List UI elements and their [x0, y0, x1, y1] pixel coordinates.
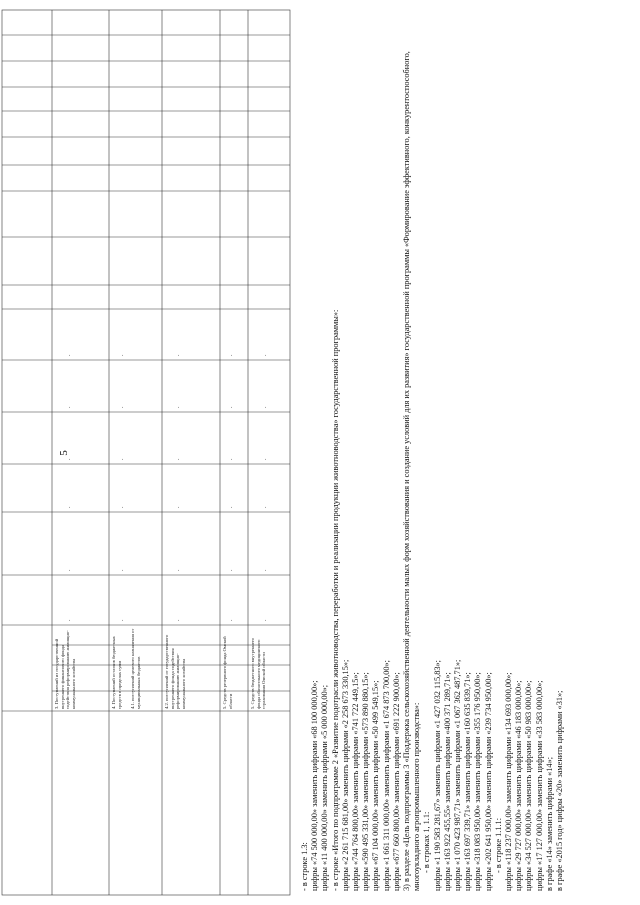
text-line: 3) в разделе «Цель подпрограммы 3 «Поддержка сельскохозяйственной деятельности малых форм хозяйствования и создание условий для их развития» государственной программы «Формирование эффективного, конкурентоспособного, многоукладного агропромышленного производства»:	[402, 51, 422, 891]
table-cell-dot: .	[228, 619, 234, 621]
text-line: цифры «202 641 950,00» заменить цифрами «239 734 950,00»;	[483, 672, 493, 891]
table-cell-dot: .	[119, 506, 125, 508]
table-cell-dot: .	[119, 458, 125, 460]
text-line: цифры «29 727 000,00» заменить цифрами «46 183 000,00»;	[514, 680, 524, 891]
table-cell-dot: .	[228, 458, 234, 460]
table-row-label: 3. Поступлений из государственной внутреннего финансового фонда содействия реформированию жилищно-коммунального хозяйства	[54, 630, 76, 709]
table-cell-dot: .	[66, 458, 72, 460]
text-line: - в строке 1.3:	[300, 842, 309, 891]
text-line: цифры «74 500 000,00» заменить цифрами «68 100 000,00»;	[310, 680, 320, 891]
table-cell-dot: .	[228, 406, 234, 408]
table-row-label: 5. Средств бюджетного внутреннего фонда обязательного медицинского страхования Омской области	[250, 638, 267, 709]
amendment-text	[300, 11, 565, 891]
table-cell-dot: .	[262, 354, 268, 356]
table-cell-dot: .	[66, 406, 72, 408]
text-line: цифры «1 661 311 000,00» заменить цифрами «1 674 873 700,00»;	[381, 660, 391, 891]
text-line: цифры «11 400 000,00» заменить цифрами «5 000 000,00»;	[320, 684, 330, 891]
table-row-label: 4. Поступлений остатков бюджетных средств в пределах сумм	[111, 636, 122, 709]
text-line: цифры «163 697 339,71» заменить цифрами «160 635 839,71»;	[463, 672, 473, 891]
table-cell-dot: .	[228, 506, 234, 508]
table-row-label: 4.2. поступлений от государственного внутреннего фонда содействия реформированию жилищно-коммунального хозяйства	[164, 634, 186, 709]
table-cell-dot: .	[262, 619, 268, 621]
text-line: цифры «67 104 000,00» заменить цифрами «50 499 549,15»;	[371, 680, 381, 891]
table-cell-dot: .	[228, 569, 234, 571]
table-cell-dot: .	[228, 354, 234, 356]
table-cell-dot: .	[119, 406, 125, 408]
table-cell-dot: .	[119, 569, 125, 571]
text-line: - в строке 1.1.1:	[493, 817, 503, 873]
table-cell-dot: .	[262, 506, 268, 508]
text-line: цифры «744 764 800,00» заменить цифрами «741 722 449,15»;	[351, 672, 361, 891]
text-line: цифры «17 127 000,00» заменить цифрами «33 583 000,00»;	[534, 680, 544, 891]
table-cell-dot: .	[119, 354, 125, 356]
text-line: цифры «1 070 423 987,71» заменить цифрами «1 067 362 487,71»;	[453, 659, 463, 891]
text-line: цифры «590 495 331,00» заменить цифрами «573 890 880,15»;	[361, 672, 371, 891]
table-cell-dot: .	[175, 354, 181, 356]
page-number: 5	[58, 450, 70, 456]
table-cell-dot: .	[175, 406, 181, 408]
text-line: цифры «163 922 455,55» заменить цифрами «400 371 289,71»;	[442, 672, 452, 891]
text-line: в графе «14» заменить цифрами «14»;	[544, 756, 554, 891]
table-row-label: 4.1. поступлений целевого назначения от муниципальных бюджетов	[130, 628, 141, 709]
text-line: цифры «677 660 800,00» заменить цифрами «691 222 900,00»;	[391, 672, 401, 891]
table-cell-dot: .	[66, 354, 72, 356]
table-cell-dot: .	[262, 406, 268, 408]
table-cell-dot: .	[175, 569, 181, 571]
text-line: цифры «118 237 000,00» заменить цифрами «134 693 000,00»;	[504, 672, 514, 891]
text-line: - в строке «Итого по подпрограмме 2 «Развитие подотрасли животноводства, переработки и реализации продукции животноводства» государственной программы»:	[330, 309, 340, 891]
text-line: в графе «2015 год» цифры «20» заменить цифрами «31»;	[555, 690, 565, 891]
table-cell-dot: .	[175, 458, 181, 460]
table-cell-dot: .	[175, 506, 181, 508]
table-cell-dot: .	[66, 506, 72, 508]
table-cell-dot: .	[175, 619, 181, 621]
text-line: цифры «2 261 715 681,00» заменить цифрами «2 258 673 330,15»;	[340, 659, 350, 891]
table-cell-dot: .	[119, 619, 125, 621]
table-cell-dot: .	[262, 458, 268, 460]
text-line: цифры «1 190 583 281,67» заменить цифрами «1 427 032 115,83»;	[432, 660, 442, 891]
table-row-label: 5. Средств резервного фонда Омской области	[222, 636, 233, 709]
text-line: цифры «318 083 950,00» заменить цифрами «355 176 950,00»;	[473, 672, 483, 891]
table-cell-dot: .	[66, 569, 72, 571]
text-line: цифры «34 527 000,00» заменить цифрами «50 983 000,00»;	[524, 680, 534, 891]
text-line: - в строках 1, 1.1:	[422, 811, 432, 873]
table-cell-dot: .	[66, 619, 72, 621]
table-cell-dot: .	[262, 569, 268, 571]
